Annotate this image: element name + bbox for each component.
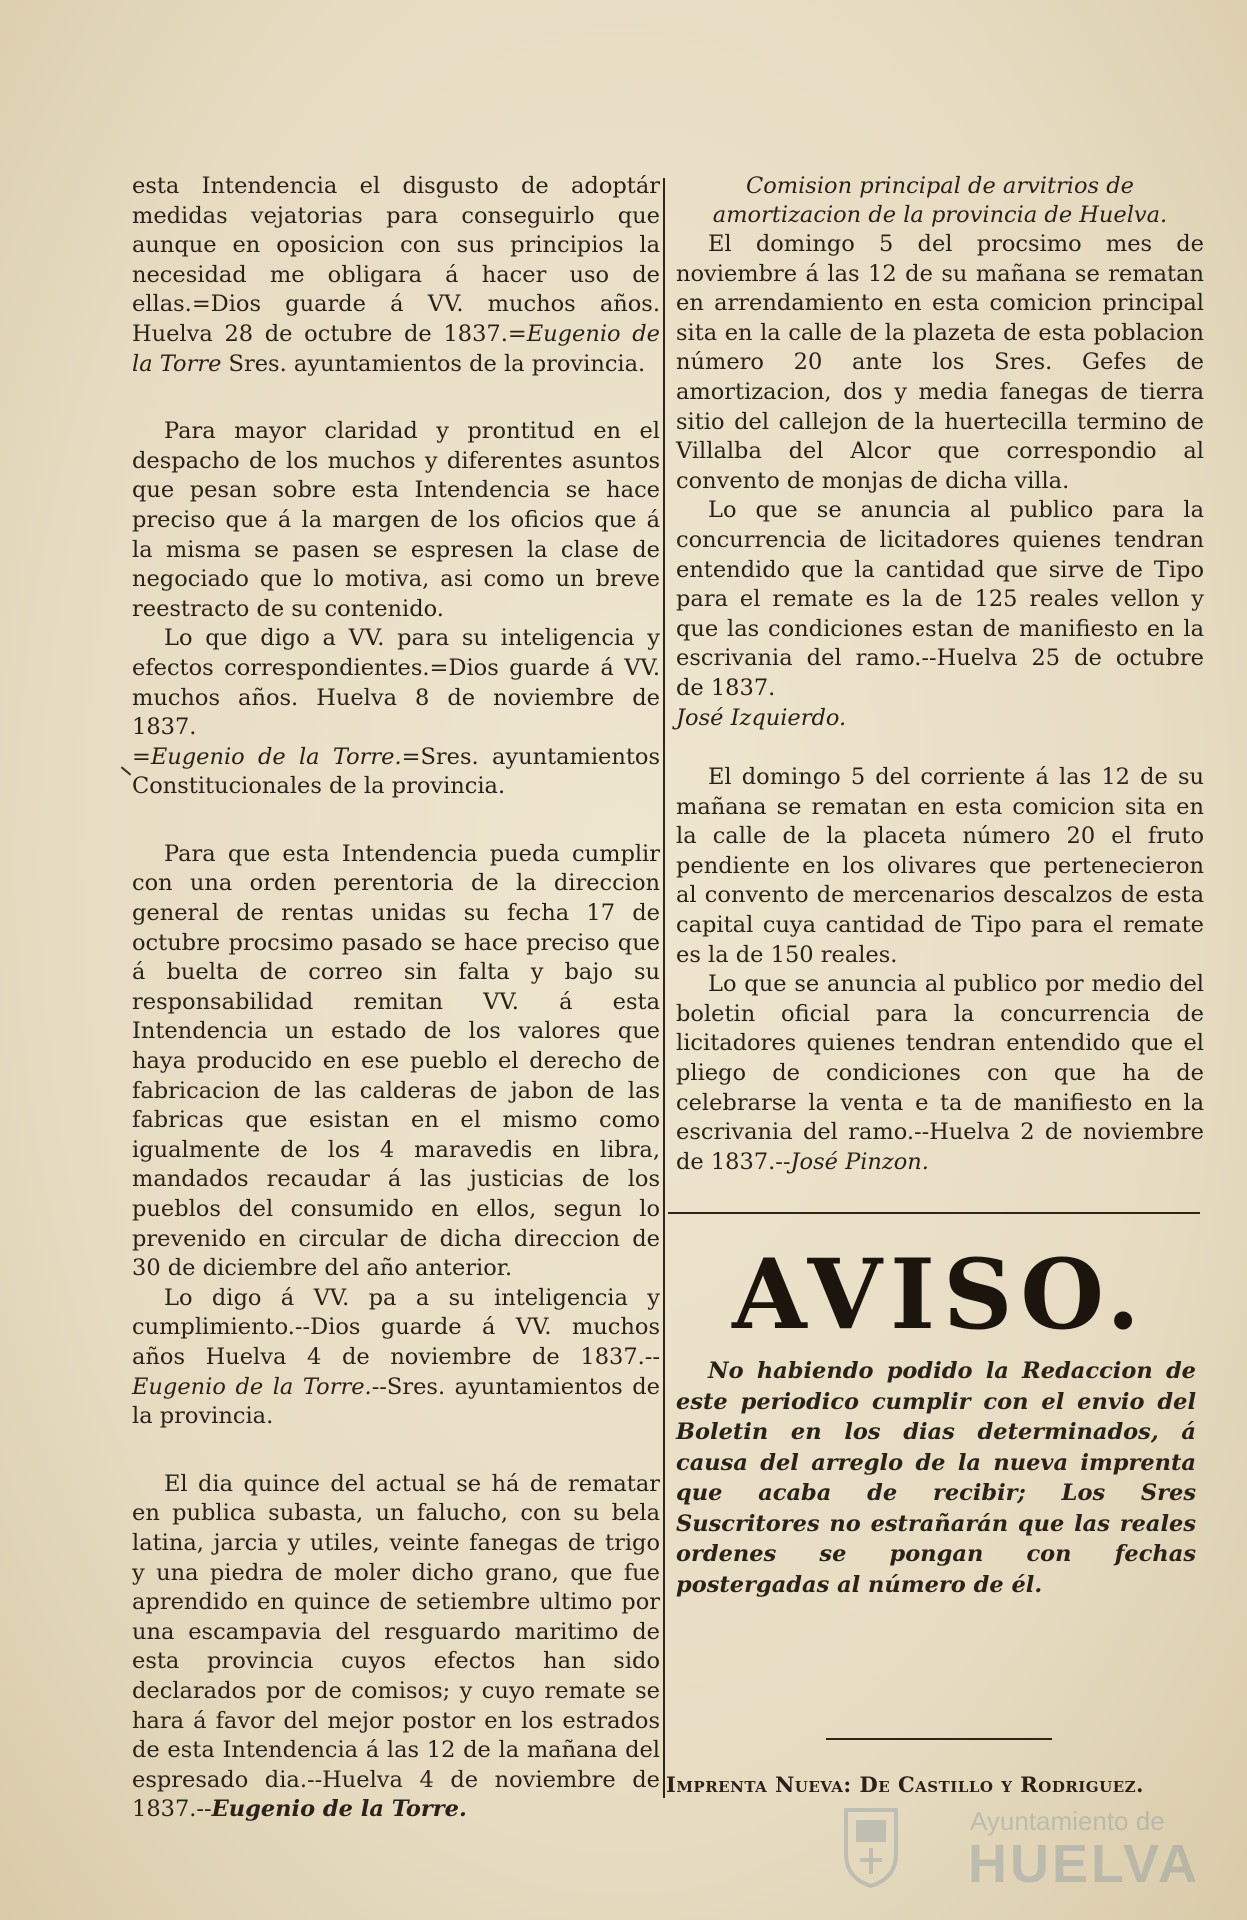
signature: José Izquierdo. <box>676 704 847 731</box>
watermark-line1: Ayuntamiento de <box>970 1806 1165 1836</box>
printer-imprint: Imprenta Nueva: De Castillo y Rodriguez. <box>666 1772 1144 1797</box>
column-divider <box>663 178 665 1798</box>
paragraph-domingo-corriente: El domingo 5 del corriente á las 12 de su mañana se rematan en esta comicion sita en la calle de la placeta número 20 el fruto pendiente en los olivares que pertenecieron al convento de mercenarios descalzos de esta capital cuya cantidad de Tipo para el remate es la de 150 reales. <box>676 764 1204 968</box>
signature: Eugenio de la Torre <box>132 320 660 377</box>
signature: =Eugenio de la Torre. <box>132 743 402 770</box>
signature: Eugenio de la Torre. <box>211 1796 467 1823</box>
paragraph-disgusto: esta Intendencia el disgusto de adoptár medidas vejatorias para conseguirlo que aunque en oposicion con sus principios la necesidad me obligara á hacer uso de ellas.=Dios guarde á VV. muchos años. Huelva 28 de octubre de 1837.=Eugenio de la Torre Sres. ayuntamientos de la provincia. <box>132 173 660 377</box>
aviso-title: AVISO. <box>732 1238 1148 1351</box>
aviso-divider <box>668 1212 1200 1214</box>
coat-of-arms-icon <box>842 1804 900 1888</box>
right-column <box>676 172 1204 1177</box>
paragraph-domingo-noviembre: El domingo 5 del procsimo mes de noviembre á las 12 de su mañana se rematan en arrendamiento en esta comicion principal sita en la calle de la plazeta de esta poblacion número 20 ante los Sres. Gefes de amortizacion, dos y media fanegas de tierra sitio del callejon de la huertecilla termino de Villalba del Alcor que correspondio al convento de monjas de dicha villa. <box>676 231 1204 494</box>
paragraph-lo-digo: Lo digo á VV. pa a su inteligencia y cumplimiento.--Dios guarde á VV. muchos años Huelva 4 de noviembre de 1837.--Eugenio de la Torre.--Sres. ayuntamientos de la provincia. <box>132 1284 660 1430</box>
watermark-line2: HUELVA <box>968 1834 1200 1894</box>
paragraph-anuncia-boletin: Lo que se anuncia al publico por medio del boletin oficial para la concurrencia de licitadores quienes tendran entendido que el pliego de condiciones con que ha de celebrarse la venta e ta de manifiesto en la escrivania del ramo.--Huelva 2 de noviembre de 1837.--José Pinzon. <box>676 971 1204 1175</box>
paragraph-orden-perentoria: Para que esta Intendencia pueda cumplir con una orden perentoria de la direccion general de rentas unidas su fecha 17 de octubre procsimo pasado se hace preciso que á buelta de correo sin falta y bajo su responsabilidad remitan VV. á esta Intendencia un estado de los valores que haya producido en ese pueblo el derecho de fabricacion de las calderas de jabon de las fabricas que esistan en el mismo como igualmente de los 4 maravedis en libra, mandados recaudar á las justicias de los pueblos del consumido en ellos, segun lo prevenido en circular de dicha direccion de 30 de diciembre del año anterior. <box>132 840 660 1282</box>
paragraph-claridad: Para mayor claridad y prontitud en el despacho de los muchos y diferentes asuntos que pesan sobre esta Intendencia se hace preciso que á la margen de los oficios que á la misma se pasen se espresen la clase de negociado que lo motiva, asi como un breve reestracto de su contenido. <box>132 418 660 622</box>
signature: Eugenio de la Torre. <box>132 1373 372 1400</box>
paragraph-anuncia-licitadores: Lo que se anuncia al publico para la concurrencia de licitadores quienes tendran entendido que la cantidad que sirve de Tipo para el remate es la de 125 reales vellon y que las condiciones estan de manifiesto en la escrivania del ramo.--Huelva 25 de octubre de 1837. José Izquierdo. <box>676 497 1204 731</box>
paragraph-subasta-falucho: El dia quince del actual se há de rematar en publica subasta, un falucho, con su bela latina, jarcia y utiles, veinte fanegas de trigo y una piedra de moler dicho grano, que fue aprendido en quince de setiembre ultimo por una escampavia del resguardo maritimo de esta provincia cuyos efectos han sido declarados por de comisos; y cuyo remate se hara á favor del mejor postor en los estrados de esta Intendencia á las 12 de la mañana del espresado dia.--Huelva 4 de noviembre de 1837.--Eugenio de la Torre. <box>132 1470 660 1823</box>
left-column <box>132 172 660 1825</box>
margin-mark <box>121 766 131 775</box>
paragraph-lo-que-digo: Lo que digo a VV. para su inteligencia y efectos correspondientes.=Dios guarde á VV. muchos años. Huelva 8 de noviembre de 1837. =Eugenio de la Torre.=Sres. ayuntamientos Constitucionales de la provincia. <box>132 625 660 800</box>
signature: José Pinzon. <box>790 1148 929 1175</box>
watermark <box>842 1800 1200 1900</box>
aviso-body: No habiendo podido la Redaccion de este periodico cumplir con el envio del Boletin en los dias determinados, á causa del arreglo de la nueva imprenta que acaba de recibir; Los Sres Suscritores no estrañarán que las reales ordenes se pongan con fechas postergadas al número de él. <box>676 1358 1196 1598</box>
bottom-divider <box>826 1738 1052 1740</box>
section-heading: Comision principal de arvitrios de amortizacion de la provincia de Huelva. <box>712 173 1168 228</box>
